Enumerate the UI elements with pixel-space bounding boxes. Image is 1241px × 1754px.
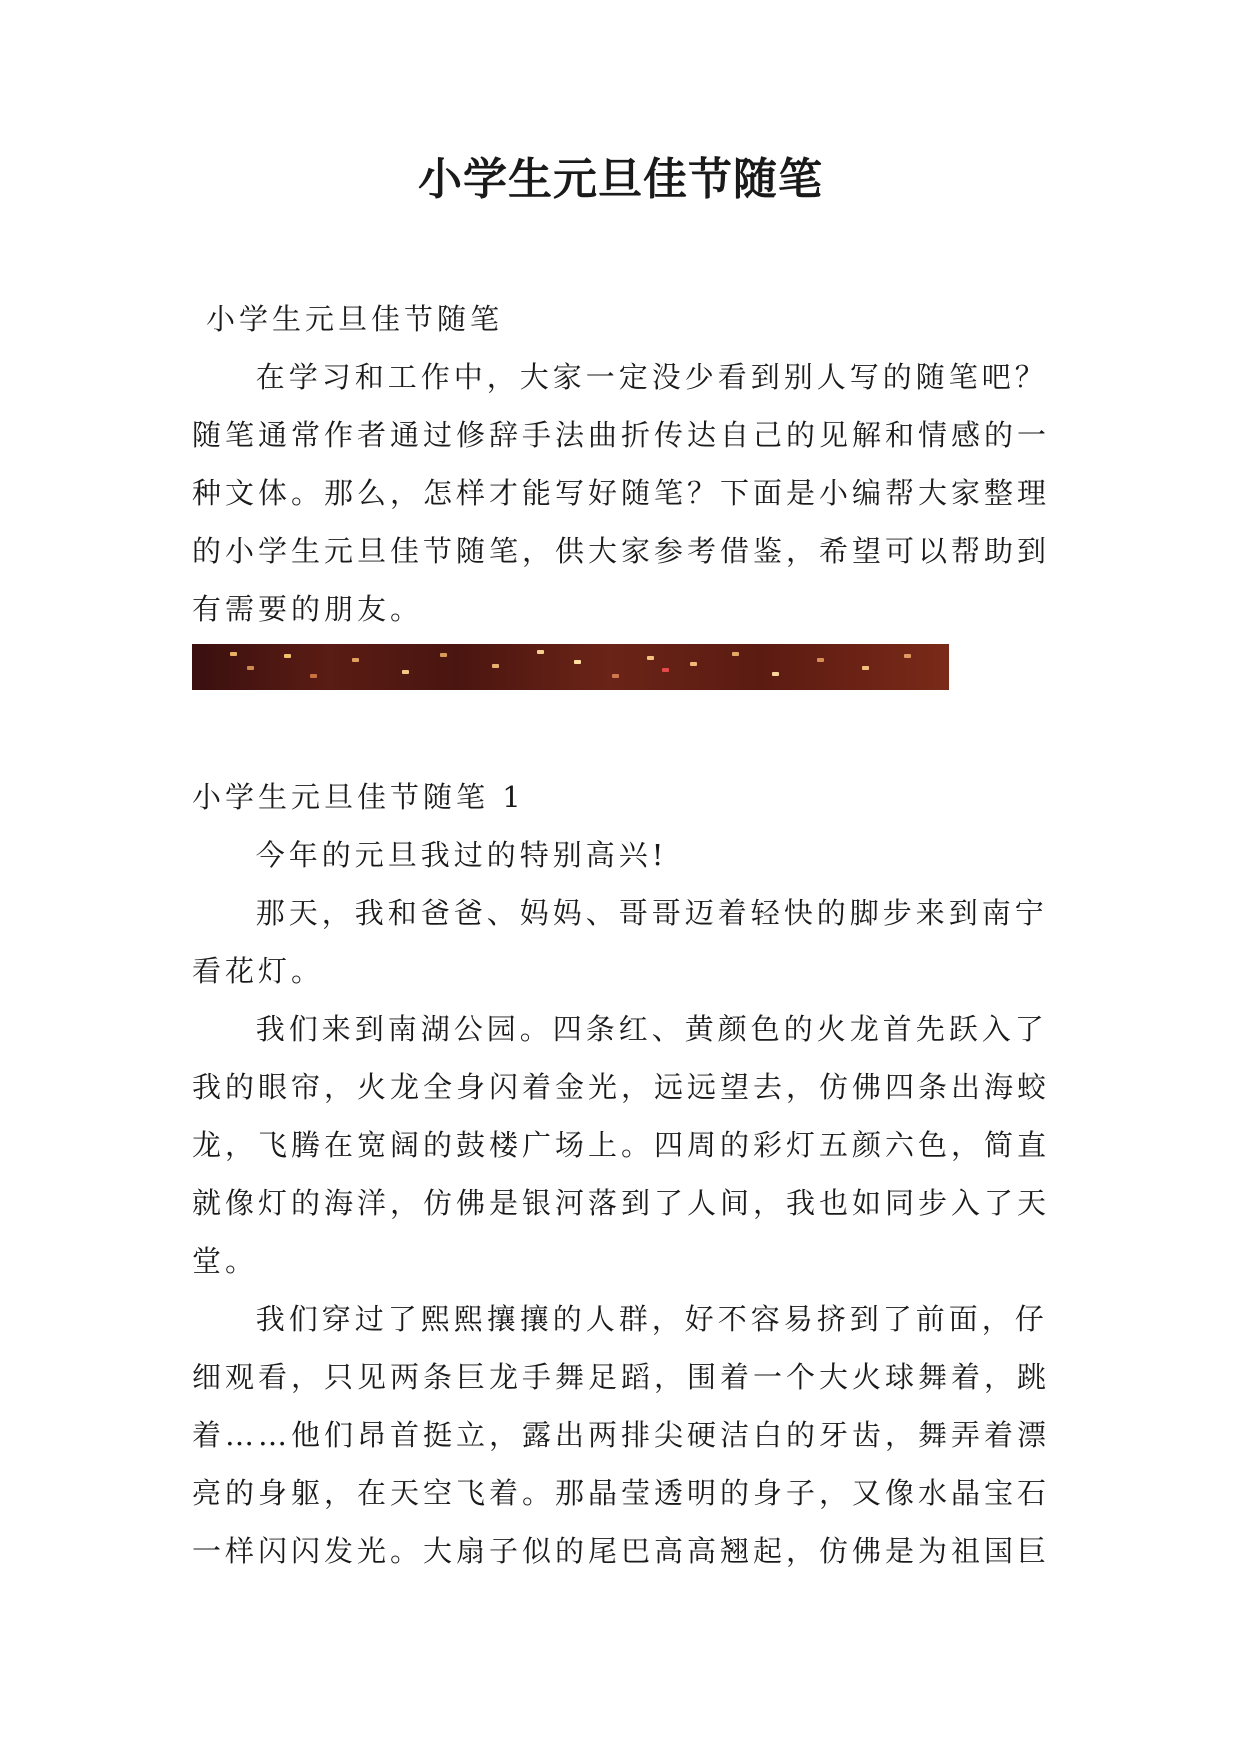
window-light [247,666,254,670]
intro-paragraph: 在学习和工作中，大家一定没少看到别人写的随笔吧？随笔通常作者通过修辞手法曲折传达自己的见解和情感的一种文体。那么，怎样才能写好随笔？下面是小编帮大家整理的小学生元旦佳节随笔，供大家参考借鉴，希望可以帮助到有需要的朋友。 [192,360,1051,626]
window-light [537,650,544,654]
window-light [690,662,697,666]
window-light [817,658,824,662]
spacer [192,690,1062,768]
page-title: 小学生元旦佳节随笔 [418,154,823,205]
section-heading: 小学生元旦佳节随笔 1 [192,780,525,814]
window-light [772,672,779,676]
body-paragraph: 我们来到南湖公园。四条红、黄颜色的火龙首先跃入了我的眼帘，火龙全身闪着金光，远远望去，仿佛四条出海蛟龙，飞腾在宽阔的鼓楼广场上。四周的彩灯五颜六色，简直就像灯的海洋，仿佛是银河落到了人间，我也如同步入了天堂。 [192,1012,1051,1278]
window-light [862,666,869,670]
window-light [647,656,654,660]
window-light [284,654,291,658]
document-body [192,290,1062,1580]
window-light [612,674,619,678]
window-light [732,652,739,656]
window-light [904,654,911,658]
body-paragraph: 今年的元旦我过的特别高兴! [255,838,668,872]
window-light [352,658,359,662]
body-paragraph: 我们穿过了熙熙攘攘的人群，好不容易挤到了前面，仔细观看，只见两条巨龙手舞足蹈，围着一个大火球舞着，跳着……他们昂首挺立，露出两排尖硬洁白的牙齿，舞弄着漂亮的身躯，在天空飞着。那晶莹透明的身子，又像水晶宝石一样闪闪发光。大扇子似的尾巴高高翘起，仿佛是为祖国巨 [192,1302,1051,1568]
window-light [574,660,581,664]
window-light [402,670,409,674]
window-light [492,664,499,668]
body-paragraph: 那天，我和爸爸、妈妈、哥哥迈着轻快的脚步来到南宁看花灯。 [192,896,1048,988]
window-light [662,668,669,672]
document-subtitle: 小学生元旦佳节随笔 [206,302,504,336]
window-light [230,652,237,656]
night-city-banner-image [192,644,949,690]
window-light [440,653,447,657]
window-light [310,674,317,678]
